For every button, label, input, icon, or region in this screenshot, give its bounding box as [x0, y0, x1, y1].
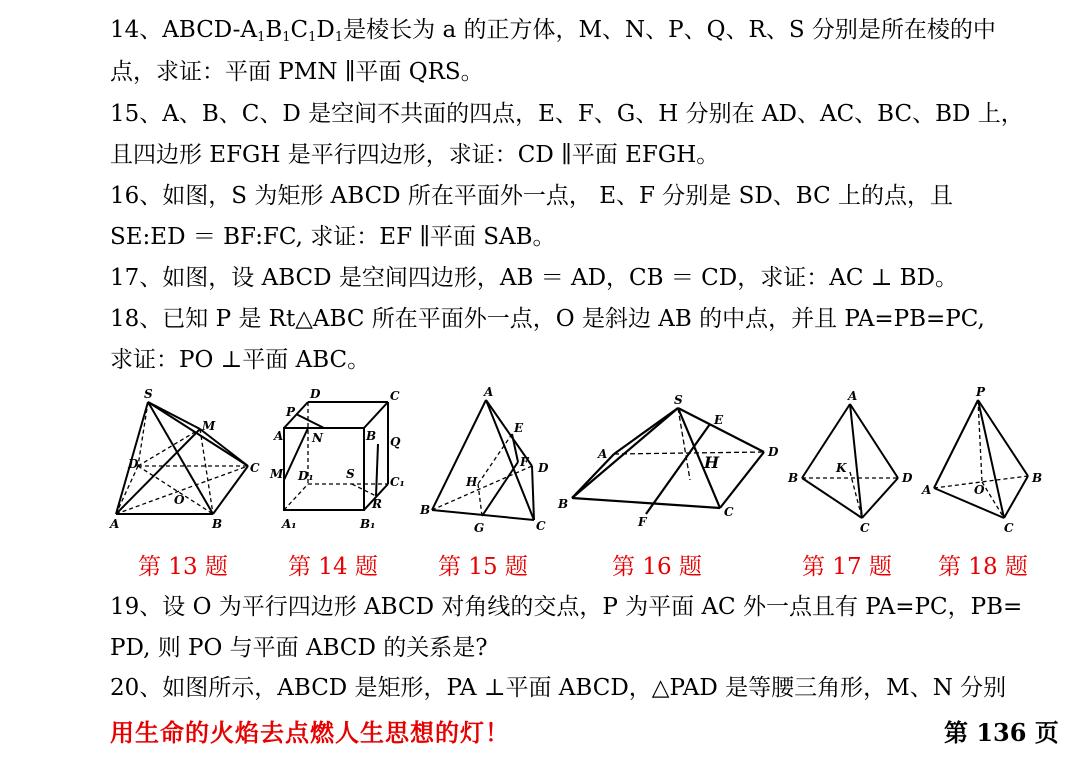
- label-D1: D₁: [298, 469, 314, 483]
- figure-14: [268, 386, 418, 536]
- label-A: A: [922, 483, 932, 497]
- label-A: A: [110, 517, 120, 531]
- label-A: A: [848, 389, 858, 403]
- problem-15-line-2: 且四边形 EFGH 是平行四边形，求证：CD ∥平面 EFGH。: [110, 142, 720, 168]
- problem-19-line-2: PD, 则 PO 与平面 ABCD 的关系是?: [110, 635, 488, 661]
- figure-captions: [0, 548, 1080, 580]
- label-M: M: [270, 467, 284, 481]
- label-O: O: [174, 493, 185, 507]
- label-D: D: [768, 445, 779, 459]
- label-B1: B₁: [360, 517, 376, 531]
- caption-15: 第 15 题: [438, 554, 528, 580]
- label-P: P: [286, 405, 296, 419]
- label-B: B: [1032, 471, 1043, 485]
- label-D: D: [310, 387, 321, 401]
- label-C: C: [390, 389, 400, 403]
- figure-13: [108, 386, 258, 536]
- problem-20-line-1: 20、如图所示，ABCD 是矩形，PA ⊥平面 ABCD，△PAD 是等腰三角形，M、N 分别: [110, 675, 1007, 701]
- label-A1: A₁: [282, 517, 297, 531]
- label-B: B: [558, 497, 569, 511]
- label-S: S: [346, 467, 355, 481]
- label-O: O: [974, 483, 985, 497]
- label-C: C: [724, 505, 734, 519]
- caption-14: 第 14 题: [288, 554, 378, 580]
- label-F: F: [638, 515, 647, 529]
- footer-slogan: 用生命的火焰去点燃人生思想的灯！: [110, 718, 510, 747]
- label-B: B: [366, 429, 377, 443]
- caption-17: 第 17 题: [802, 554, 892, 580]
- problem-14-line-1: 14、ABCD-$A_1B_1C_1D_1$是棱长为 a 的正方体，M、N、P、Q、R、S 分别是所在棱的中: [110, 17, 996, 45]
- label-E: E: [514, 421, 524, 435]
- label-M: M: [202, 419, 216, 433]
- problem-18-line-2: 求证：PO ⊥平面 ABC。: [110, 347, 371, 373]
- figure-18: [916, 386, 1046, 536]
- label-S: S: [674, 393, 683, 407]
- figure-17: [786, 386, 916, 536]
- caption-16: 第 16 题: [612, 554, 702, 580]
- label-B: B: [420, 503, 431, 517]
- label-F: F: [520, 455, 529, 469]
- problem-16-line-2: SE:ED ＝ BF:FC, 求证：EF ∥平面 SAB。: [110, 224, 556, 250]
- problem-17-line-1: 17、如图，设 ABCD 是空间四边形，AB ＝ AD，CB ＝ CD，求证：AC ⊥ BD。: [110, 265, 959, 291]
- label-B: B: [212, 517, 223, 531]
- label-K: K: [836, 461, 847, 475]
- label-H: H: [704, 453, 720, 472]
- page-number: 第 136 页: [944, 718, 1059, 747]
- label-C: C: [536, 519, 546, 533]
- figure-15: [420, 386, 560, 536]
- figure-strip: [108, 385, 1043, 536]
- problem-18-line-1: 18、已知 P 是 Rt△ABC 所在平面外一点，O 是斜边 AB 的中点，并且 PA=PB=PC,: [110, 306, 985, 332]
- label-H: H: [466, 475, 478, 489]
- label-C: C: [1004, 521, 1014, 535]
- problem-15-line-1: 15、A、B、C、D 是空间不共面的四点，E、F、G、H 分别在 AD、AC、BC、BD 上，: [110, 101, 1024, 127]
- label-G: G: [474, 521, 485, 535]
- problem-16-line-1: 16、如图，S 为矩形 ABCD 所在平面外一点， E、F 分别是 SD、BC 上的点，且: [110, 183, 954, 209]
- label-C: C: [250, 461, 260, 475]
- label-D: D: [128, 457, 139, 471]
- caption-13: 第 13 题: [138, 554, 228, 580]
- figure-16: [554, 386, 779, 536]
- label-R: R: [372, 497, 382, 511]
- label-A: A: [484, 385, 494, 399]
- problem-19-line-1: 19、设 O 为平行四边形 ABCD 对角线的交点，P 为平面 AC 外一点且有 PA=PC，PB=: [110, 594, 1023, 620]
- label-E: E: [714, 413, 724, 427]
- label-C1: C₁: [390, 475, 405, 489]
- label-A: A: [274, 429, 284, 443]
- problem-14-line-2: 点，求证：平面 PMN ∥平面 QRS。: [110, 59, 484, 85]
- label-A: A: [598, 447, 608, 461]
- label-P: P: [976, 385, 986, 399]
- label-S: S: [144, 387, 153, 401]
- label-Q: Q: [390, 435, 401, 449]
- label-D: D: [902, 471, 913, 485]
- label-N: N: [312, 431, 323, 445]
- label-B: B: [788, 471, 799, 485]
- caption-18: 第 18 题: [938, 554, 1028, 580]
- label-D: D: [538, 461, 549, 475]
- label-C: C: [860, 521, 870, 535]
